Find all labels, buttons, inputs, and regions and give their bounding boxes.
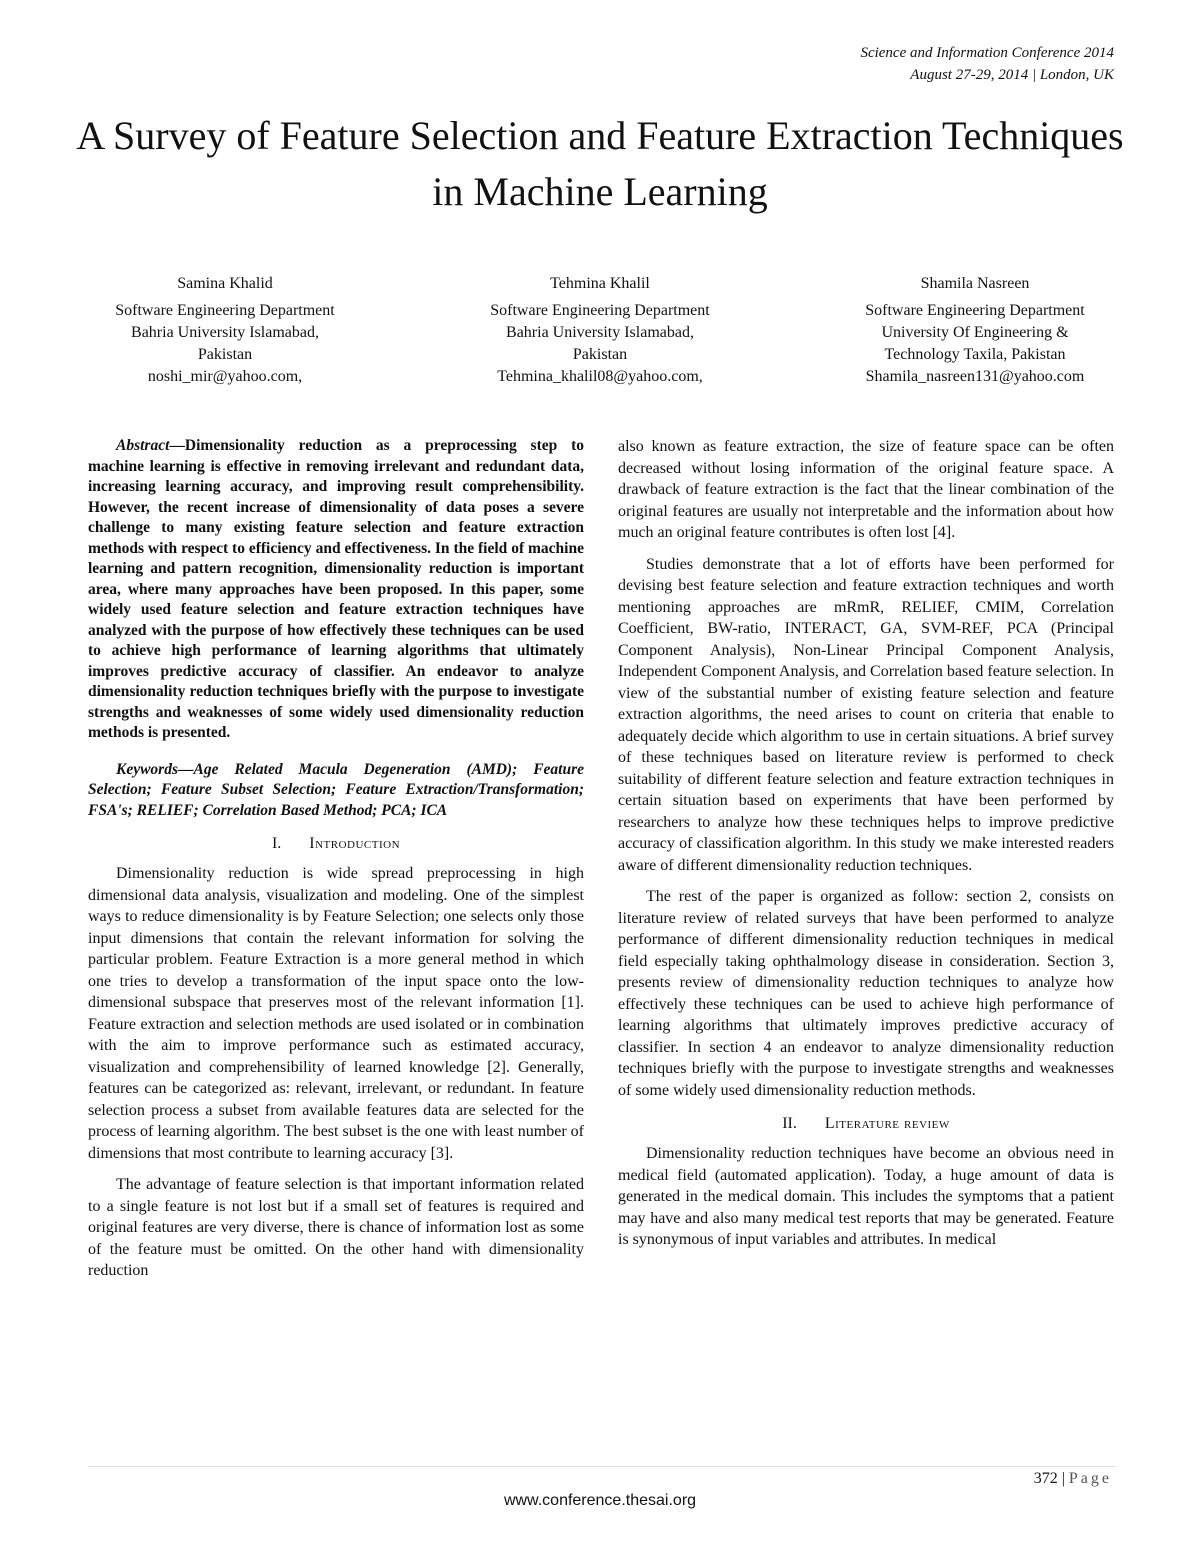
- abstract: [88, 436, 584, 744]
- author-affiliation-2: Pakistan: [197, 346, 253, 363]
- section-heading-introduction: [88, 833, 584, 855]
- section-number: II.: [782, 1115, 797, 1132]
- conference-name: Science and Information Conference 2014: [860, 45, 1114, 61]
- author-name: Tehmina Khalil: [550, 275, 650, 292]
- paragraph: The rest of the paper is organized as follow: section 2, consists on literature review of related surveys that have been performed to analyze performance of different dimensionality reduction techniques in medical field especially taking ophthalmology disease in consideration. Section 3, presents review of dimensionality reduction techniques to analyze how effectively these techniques can be used to achieve high performance of learning algorithms that ultimately improves predictive accuracy of classifier. In section 4 an endeavor to analyze dimensionality reduction techniques briefly with the purpose to investigate strengths and weaknesses of some widely used dimensionality reduction methods.: [618, 888, 1114, 1099]
- paragraph: Dimensionality reduction is wide spread preprocessing in high dimensional data analysis, visualization and modeling. One of the simplest ways to reduce dimensionality is by Feature Selection; one selects only those input dimensions that contain the relevant information for solving the particular problem. Feature Extraction is a more general method in which one tries to develop a transformation of the input space onto the low-dimensional subspace that preserves most of the relevant information [1]. Feature extraction and selection methods are used isolated or in combination with the aim to improve performance such as estimated accuracy, visualization and comprehensibility of learned knowledge [2]. Generally, features can be categorized as: relevant, irrelevant, or redundant. In feature selection process a subset from available features data are selected for the process of learning algorithm. The best subset is the one with least number of dimensions that most contribute to learning accuracy [3].: [88, 865, 584, 1162]
- section-title: Literature review: [824, 1115, 950, 1132]
- author-1: [60, 273, 390, 388]
- author-affiliation: Bahria University Islamabad,: [506, 324, 694, 341]
- left-column: [88, 436, 584, 1292]
- author-email[interactable]: Shamila_nasreen131@yahoo.com: [865, 368, 1085, 385]
- abstract-text: —Dimensionality reduction as a preprocessing step to machine learning is effective in removing irrelevant and redundant data, increasing learning accuracy, and improving result comprehensibility. However, the recent increase of dimensionality of data poses a severe challenge to many existing feature selection and feature extraction methods with respect to efficiency and effectiveness. In the field of machine learning and pattern recognition, dimensionality reduction is important area, where many approaches have been proposed. In this paper, some widely used feature selection and feature extraction techniques have analyzed with the purpose of how effectively these techniques can be used to achieve high performance of learning algorithms that ultimately improves predictive accuracy of classifier. An endeavor to analyze dimensionality reduction techniques briefly with the purpose to investigate strengths and weaknesses of some widely used dimensionality reduction methods is presented.: [88, 437, 584, 741]
- page-number: [1034, 1470, 1112, 1488]
- author-affiliation-2: Technology Taxila, Pakistan: [884, 346, 1066, 363]
- paragraph: Studies demonstrate that a lot of efforts have been performed for devising best feature selection and feature extraction techniques and worth mentioning approaches are mRmR, RELIEF, CMIM, Correlation Coefficient, BW-ratio, INTERACT, GA, SVM-REF, PCA (Principal Component Analysis), Non-Linear Principal Component Analysis, Independent Component Analysis, and Correlation based feature selection. In view of the substantial number of existing feature selection and feature extraction algorithms, the need arises to count on criteria that enable to adequately decide which algorithm to use in certain situations. A brief survey of these techniques based on literature review is performed to check suitability of different feature selection and feature extraction techniques in certain situation based on experiments that have been performed by researchers to analyze how these techniques helps to improve predictive accuracy of classification algorithm. In this study we make interested readers aware of different dimensionality reduction techniques.: [618, 555, 1114, 874]
- author-affiliation: University Of Engineering &: [881, 324, 1069, 341]
- section-title: Introduction: [309, 835, 401, 852]
- section-number: I.: [271, 835, 282, 852]
- author-email[interactable]: Tehmina_khalil08@yahoo.com,: [497, 368, 703, 385]
- author-department: Software Engineering Department: [865, 302, 1085, 319]
- keywords-label: Keywords: [116, 760, 178, 778]
- author-department: Software Engineering Department: [490, 302, 710, 319]
- conference-date-location: August 27-29, 2014 | London, UK: [910, 67, 1114, 83]
- section-heading-literature-review: [618, 1113, 1114, 1135]
- author-name: Samina Khalid: [177, 275, 273, 292]
- keywords: [88, 760, 584, 822]
- author-block: [60, 273, 1140, 388]
- page-separator: |: [1057, 1470, 1069, 1487]
- keywords-text: —Age Related Macula Degeneration (AMD); Feature Selection; Feature Subset Selection; Feature Extraction/Transformation; FSA's; RELIEF; Correlation Based Method; PCA; ICA: [88, 760, 584, 819]
- conference-header: [860, 42, 1114, 86]
- author-affiliation: Bahria University Islamabad,: [131, 324, 319, 341]
- author-affiliation-2: Pakistan: [572, 346, 628, 363]
- author-3: [810, 273, 1140, 388]
- paragraph: also known as feature extraction, the size of feature space can be often decreased without losing information of the original feature space. A drawback of feature extraction is the fact that the linear combination of the original features are usually not interpretable and the information about how much an original feature contributes is often lost [4].: [618, 438, 1114, 541]
- paper-title: A Survey of Feature Selection and Feature Extraction Techniques in Machine Learning: [76, 113, 1124, 214]
- paragraph: Dimensionality reduction techniques have become an obvious need in medical field (automated application). Today, a huge amount of data is generated in the medical domain. This includes the symptoms that a patient may have and also many medical test reports that may be generated. Feature is synonymous of input variables and attributes. In medical: [618, 1145, 1114, 1248]
- footer-divider: [88, 1466, 1116, 1467]
- page-number-value: 372: [1033, 1470, 1058, 1487]
- page-word: Page: [1068, 1470, 1112, 1487]
- author-email[interactable]: noshi_mir@yahoo.com,: [147, 368, 303, 385]
- author-department: Software Engineering Department: [115, 302, 335, 319]
- abstract-label: Abstract: [116, 437, 170, 454]
- right-column: [618, 436, 1114, 1261]
- author-2: [435, 273, 765, 388]
- footer-website-link[interactable]: www.conference.thesai.org: [503, 1492, 697, 1509]
- paragraph: The advantage of feature selection is that important information related to a single feature is not lost but if a small set of features is required and original features are very diverse, there is chance of information lost as some of the feature must be omitted. On the other hand with dimensionality reduction: [88, 1176, 584, 1279]
- author-name: Shamila Nasreen: [920, 275, 1030, 292]
